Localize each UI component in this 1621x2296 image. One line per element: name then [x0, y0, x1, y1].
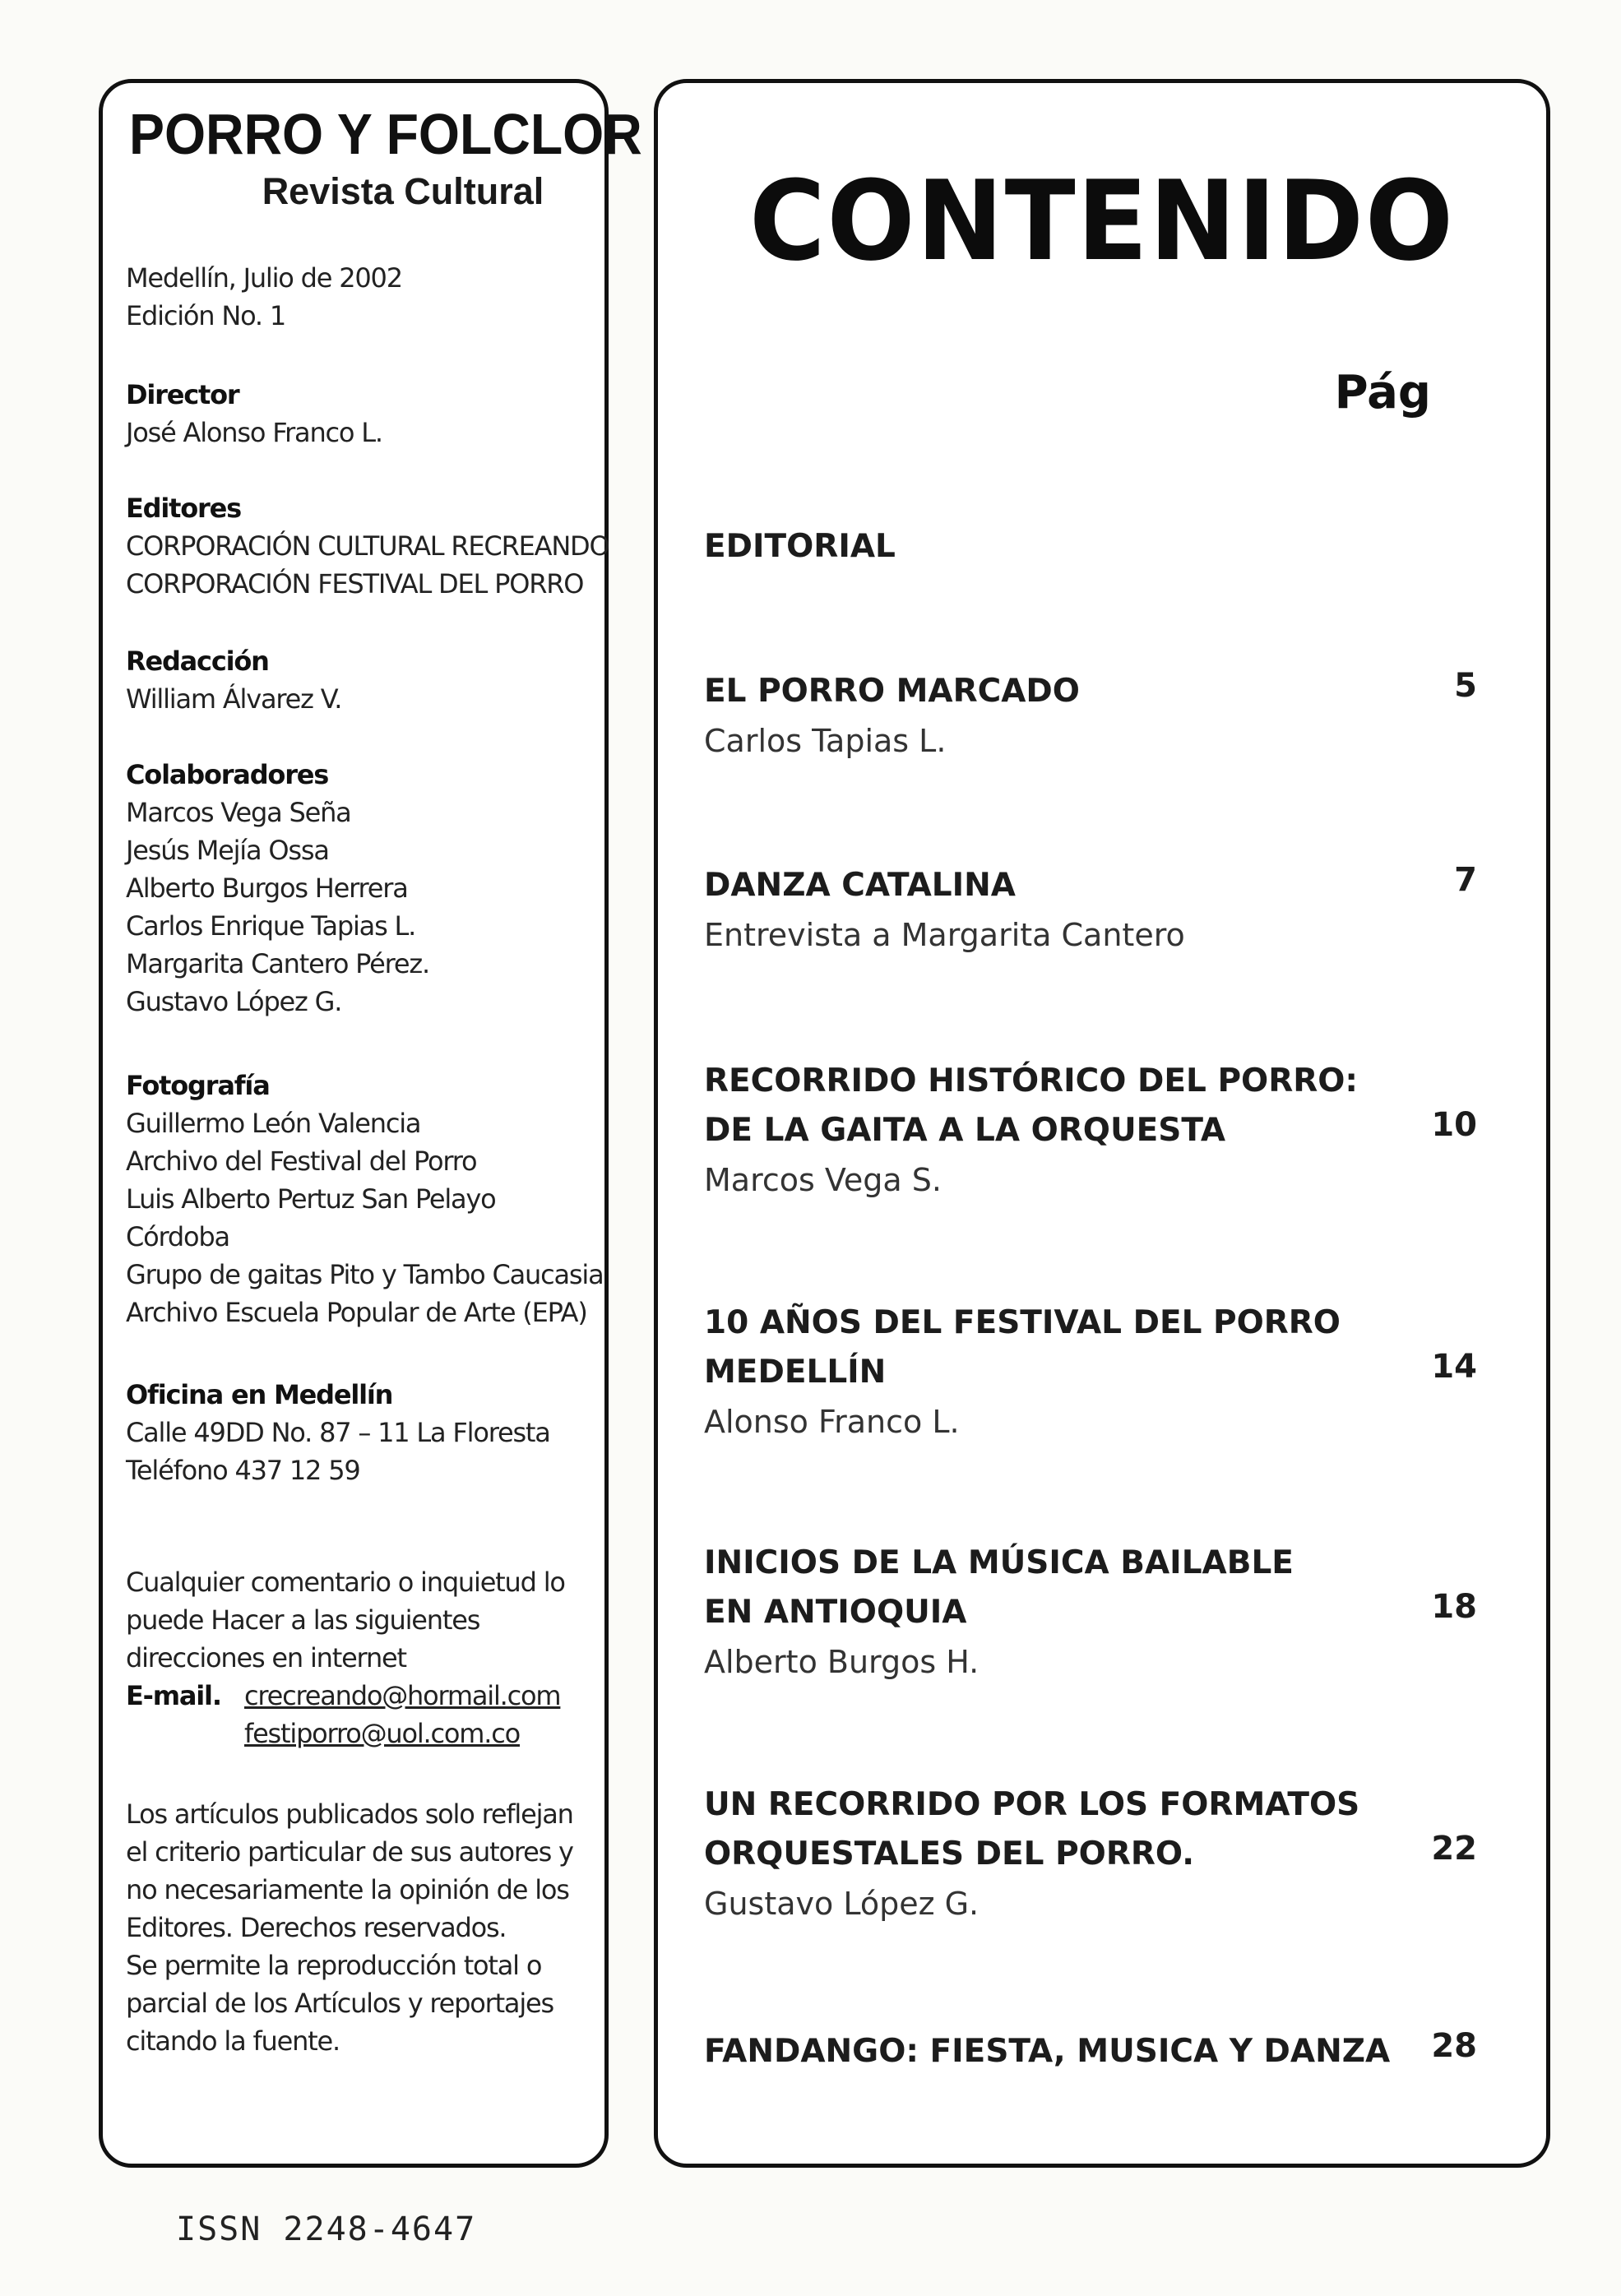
- oficina-address: Calle 49DD No. 87 – 11 La Floresta: [126, 1417, 550, 1448]
- toc-entry-page: 22: [1431, 1830, 1477, 1868]
- disclaimer-line: el criterio particular de sus autores y: [126, 1836, 573, 1868]
- toc-entry-10-anos-festival[interactable]: [704, 1298, 1477, 1447]
- edition-number: Edición No. 1: [126, 300, 285, 331]
- issn-number: ISSN 2248-4647: [176, 2210, 477, 2248]
- toc-entry-fandango[interactable]: [704, 2027, 1477, 2076]
- toc-entry-author: Alonso Franco L.: [704, 1404, 960, 1440]
- contact-text: Cualquier comentario o inquietud lo: [126, 1567, 565, 1598]
- email-label: E-mail.: [126, 1680, 221, 1711]
- contact-text: direcciones en internet: [126, 1642, 406, 1673]
- editor-name: CORPORACIÓN CULTURAL RECREANDO: [126, 530, 609, 562]
- contact-section: [126, 1563, 593, 1752]
- contact-text: puede Hacer a las siguientes: [126, 1604, 480, 1636]
- disclaimer-line: parcial de los Artículos y reportajes: [126, 1988, 553, 2019]
- magazine-subtitle: Revista Cultural: [262, 170, 544, 212]
- disclaimer-line: Editores. Derechos reservados.: [126, 1912, 507, 1943]
- toc-entry-porro-marcado[interactable]: [704, 667, 1477, 766]
- colaborador-name: Marcos Vega Seña: [126, 797, 351, 828]
- toc-entry-title: UN RECORRIDO POR LOS FORMATOS: [704, 1786, 1360, 1823]
- contents-title: CONTENIDO: [749, 157, 1455, 285]
- toc-entry-title: ORQUESTALES DEL PORRO.: [704, 1835, 1195, 1872]
- toc-entry-page: 7: [1454, 861, 1477, 899]
- fotografia-credit: Guillermo León Valencia: [126, 1108, 421, 1139]
- toc-entry-formatos-orquestales[interactable]: [704, 1780, 1477, 1928]
- edition-info: [126, 259, 593, 335]
- director-name: José Alonso Franco L.: [126, 417, 382, 448]
- colaborador-name: Jesús Mejía Ossa: [126, 835, 329, 866]
- toc-entry-inicios-musica-bailable[interactable]: [704, 1539, 1477, 1687]
- disclaimer-line: no necesariamente la opinión de los: [126, 1874, 569, 1905]
- oficina-section: [126, 1376, 593, 1489]
- toc-entry-title: RECORRIDO HISTÓRICO DEL PORRO:: [704, 1062, 1359, 1099]
- email-link-festiporro[interactable]: festiporro@uol.com.co: [244, 1718, 520, 1749]
- email-row: [126, 1715, 593, 1752]
- fotografia-credit: Córdoba: [126, 1221, 229, 1252]
- fotografia-credit: Grupo de gaitas Pito y Tambo Caucasia: [126, 1259, 604, 1290]
- toc-entry-title: DE LA GAITA A LA ORQUESTA: [704, 1112, 1226, 1149]
- editores-label: Editores: [126, 493, 241, 524]
- email-row: [126, 1677, 593, 1715]
- fotografia-credit: Archivo del Festival del Porro: [126, 1146, 477, 1177]
- toc-entry-editorial[interactable]: [704, 522, 1477, 572]
- fotografia-section: [126, 1067, 604, 1331]
- oficina-label: Oficina en Medellín: [126, 1379, 393, 1410]
- email-link-crecreando[interactable]: crecreando@hormail.com: [244, 1680, 561, 1711]
- redaccion-section: [126, 642, 593, 718]
- toc-entry-title: EDITORIAL: [704, 528, 896, 565]
- toc-entry-title: MEDELLÍN: [704, 1354, 887, 1391]
- toc-entry-page: 18: [1431, 1588, 1477, 1626]
- fotografia-label: Fotografía: [126, 1070, 270, 1101]
- redaccion-label: Redacción: [126, 646, 269, 677]
- toc-entry-danza-catalina[interactable]: [704, 861, 1477, 960]
- toc-entry-author: Marcos Vega S.: [704, 1162, 942, 1198]
- toc-entry-author: Entrevista a Margarita Cantero: [704, 917, 1185, 953]
- contents-box: [654, 79, 1550, 2168]
- editores-section: [126, 489, 609, 603]
- page-column-label: Pág: [1334, 366, 1431, 419]
- email-label-spacer: [126, 1715, 244, 1752]
- toc-entry-page: 28: [1431, 2027, 1477, 2065]
- toc-entry-author: Carlos Tapias L.: [704, 723, 947, 759]
- disclaimer-line: Los artículos publicados solo reflejan: [126, 1798, 573, 1830]
- fotografia-credit: Archivo Escuela Popular de Arte (EPA): [126, 1297, 587, 1328]
- toc-entry-page: 10: [1431, 1106, 1477, 1144]
- toc-entry-author: Gustavo López G.: [704, 1886, 980, 1922]
- fotografia-credit: Luis Alberto Pertuz San Pelayo: [126, 1183, 496, 1215]
- toc-entry-title: INICIOS DE LA MÚSICA BAILABLE: [704, 1544, 1294, 1581]
- colaborador-name: Gustavo López G.: [126, 986, 342, 1017]
- disclaimer-line: citando la fuente.: [126, 2025, 340, 2057]
- colaboradores-section: [126, 756, 593, 1021]
- colaborador-name: Alberto Burgos Herrera: [126, 873, 408, 904]
- magazine-title: PORRO Y FOLCLOR: [129, 102, 642, 166]
- oficina-phone: Teléfono 437 12 59: [126, 1455, 360, 1486]
- disclaimer-section: [126, 1795, 593, 2060]
- toc-entry-recorrido-historico[interactable]: [704, 1057, 1477, 1205]
- colaboradores-label: Colaboradores: [126, 759, 329, 790]
- toc-entry-title: FANDANGO: FIESTA, MUSICA Y DANZA: [704, 2033, 1391, 2070]
- toc-entry-title: DANZA CATALINA: [704, 867, 1016, 904]
- toc-entry-title: EN ANTIOQUIA: [704, 1594, 967, 1631]
- toc-entry-page: 5: [1454, 667, 1477, 705]
- colaborador-name: Carlos Enrique Tapias L.: [126, 910, 416, 942]
- publication-date: Medellín, Julio de 2002: [126, 262, 402, 294]
- toc-entry-title: 10 AÑOS DEL FESTIVAL DEL PORRO: [704, 1304, 1341, 1341]
- redaccion-name: William Álvarez V.: [126, 683, 342, 715]
- toc-entry-page: 14: [1431, 1348, 1477, 1386]
- director-label: Director: [126, 379, 239, 410]
- toc-entry-title: EL PORRO MARCADO: [704, 673, 1080, 710]
- toc-entry-author: Alberto Burgos H.: [704, 1644, 980, 1680]
- editor-name: CORPORACIÓN FESTIVAL DEL PORRO: [126, 568, 584, 599]
- credits-box: [99, 79, 642, 2168]
- disclaimer-line: Se permite la reproducción total o: [126, 1950, 542, 1981]
- director-section: [126, 376, 593, 451]
- colaborador-name: Margarita Cantero Pérez.: [126, 948, 429, 979]
